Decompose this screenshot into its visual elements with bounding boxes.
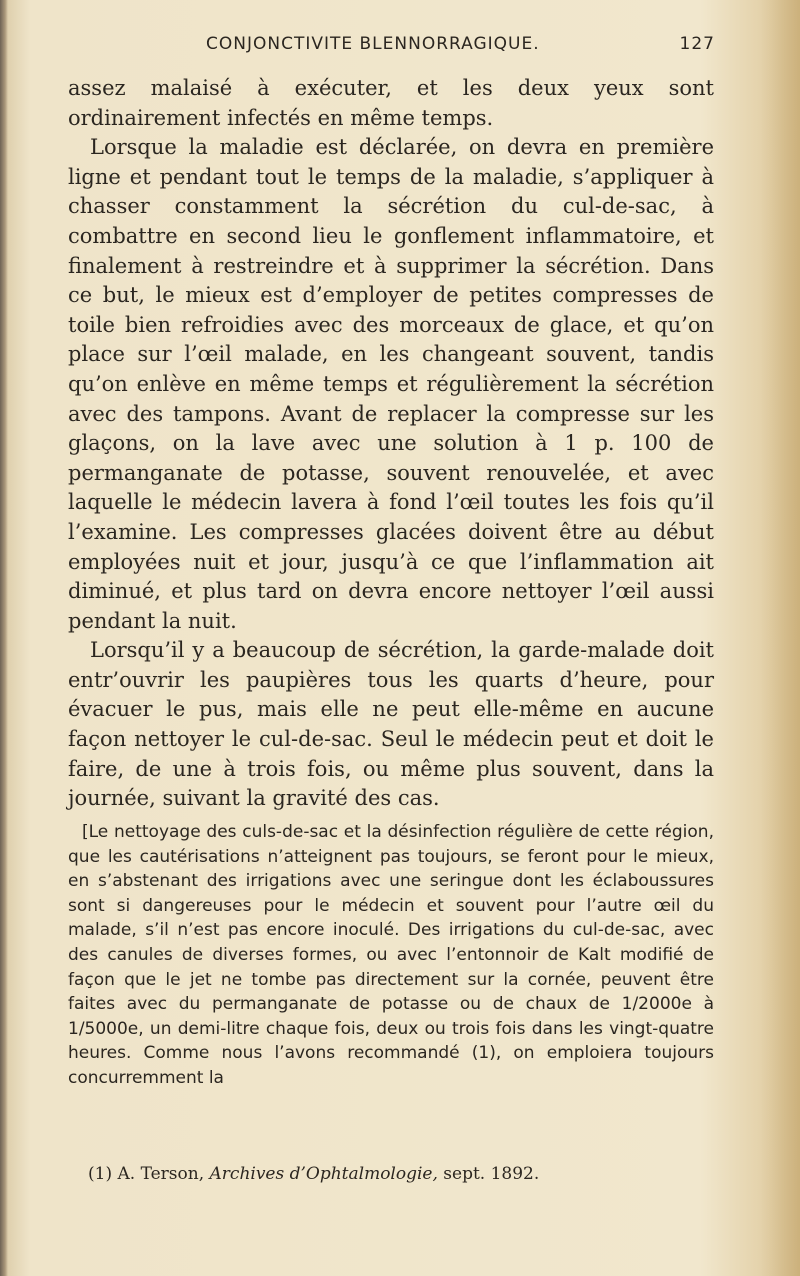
- running-title: CONJONCTIVITE BLENNORRAGIQUE.: [206, 34, 540, 54]
- main-text: [68, 74, 714, 814]
- footnote-journal: Archives d’Ophtalmologie,: [209, 1164, 438, 1184]
- bracketed-note: [68, 820, 714, 1091]
- note-paragraph: [Le nettoyage des culs-de-sac et la désinfection régulière de cette région, que les cautérisations n’atteignent pas toujours, se feront pour le mieux, en s’abstenant des irrigations avec une seringue dont les éclaboussures sont si dangereuses pour le médecin et souvent pour l’autre œil du malade, s’il n’est pas encore inoculé. Des irrigations du cul-de-sac, avec des canules de diverses formes, ou avec l’entonnoir de Kalt modifié de façon que le jet ne tombe pas directement sur la cornée, peuvent être faites avec du permanganate de potasse ou de chaux de 1/2000e à 1/5000e, un demi-litre chaque fois, deux ou trois fois dans les vingt-quatre heures. Comme nous l’avons recommandé (1), on emploiera toujours concurremment la: [68, 822, 714, 1088]
- running-header: [70, 34, 715, 58]
- footnote-author: A. Terson,: [117, 1164, 205, 1184]
- footnote-date: sept. 1892.: [443, 1164, 540, 1184]
- binding-shadow: [0, 0, 8, 1276]
- page-number: 127: [679, 34, 715, 54]
- paragraph: assez malaisé à exécuter, et les deux yeux sont ordinairement infectés en même temps.: [68, 76, 714, 130]
- paragraph: Lorsque la maladie est déclarée, on devra en première ligne et pendant tout le temps de la maladie, s’appliquer à chasser constamment la sécrétion du cul-de-sac, à combattre en second lieu le gonflement inflammatoire, et finalement à restreindre et à supprimer la sécrétion. Dans ce but, le mieux est d’employer de petites compresses de toile bien refroidies avec des morceaux de glace, et qu’on place sur l’œil malade, en les changeant souvent, tandis qu’on enlève en même temps et régulièrement la sécrétion avec des tampons. Avant de replacer la compresse sur les glaçons, on la lave avec une solution à 1 p. 100 de permanganate de potasse, souvent renouvelée, et avec laquelle le médecin lavera à fond l’œil toutes les fois qu’il l’examine. Les compresses glacées doivent être au début employées nuit et jour, jusqu’à ce que l’inflammation ait diminué, et plus tard on devra encore nettoyer l’œil aussi pendant la nuit.: [68, 135, 714, 633]
- page-edge-stain: [760, 0, 800, 1276]
- paragraph: Lorsqu’il y a beaucoup de sécrétion, la garde-malade doit entr’ouvrir les paupières tous les quarts d’heure, pour évacuer le pus, mais elle ne peut elle-même en aucune façon nettoyer le cul-de-sac. Seul le médecin peut et doit le faire, de une à trois fois, ou même plus souvent, dans la journée, suivant la gravité des cas.: [68, 638, 714, 811]
- footnote-marker: (1): [88, 1164, 113, 1184]
- footnote: [88, 1164, 688, 1184]
